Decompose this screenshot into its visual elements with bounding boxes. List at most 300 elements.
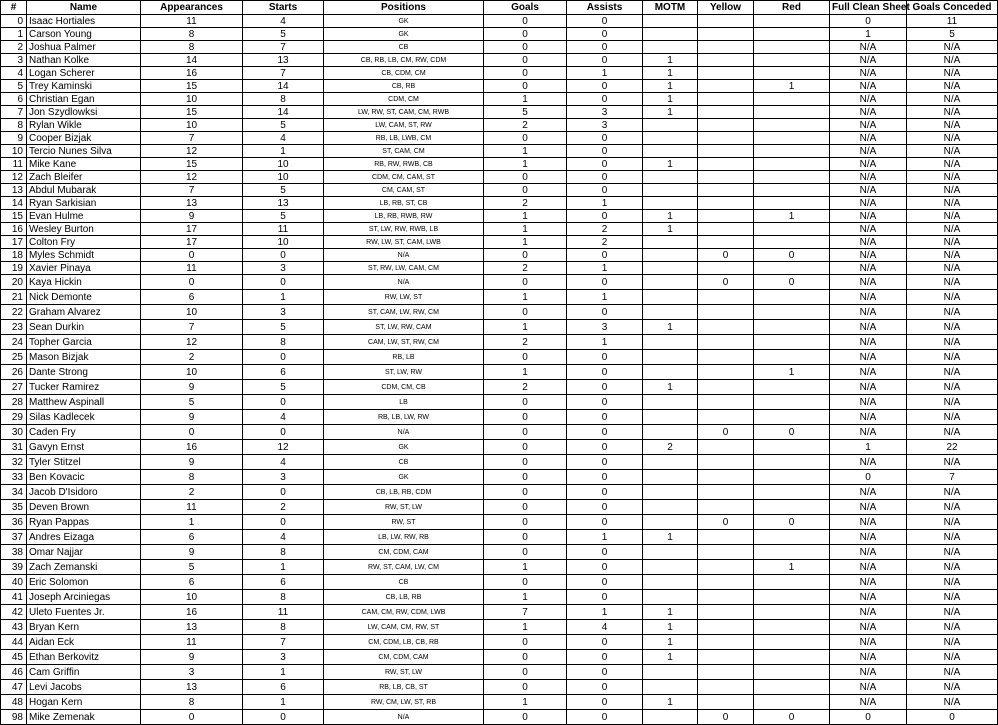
cell-motm: [643, 197, 698, 210]
cell-red: 1: [754, 560, 830, 575]
cell-starts: 0: [243, 710, 324, 725]
cell-positions: RW, ST, LW: [324, 500, 484, 515]
cell-appearances: 6: [141, 575, 243, 590]
cell-goals-conceded: N/A: [907, 635, 998, 650]
cell-goals-conceded: N/A: [907, 605, 998, 620]
cell-red: [754, 455, 830, 470]
cell-appearances: 5: [141, 560, 243, 575]
cell-full-clean-sheet: N/A: [830, 380, 907, 395]
cell-yellow: 0: [698, 515, 754, 530]
cell-positions: CM, CAM, ST: [324, 184, 484, 197]
cell-red: [754, 145, 830, 158]
cell-number: 43: [1, 620, 27, 635]
cell-goals-conceded: 11: [907, 15, 998, 28]
cell-positions: GK: [324, 15, 484, 28]
cell-assists: 3: [567, 106, 643, 119]
cell-goals-conceded: 7: [907, 470, 998, 485]
cell-number: 24: [1, 335, 27, 350]
cell-motm: 1: [643, 210, 698, 223]
cell-motm: 1: [643, 620, 698, 635]
cell-assists: 0: [567, 365, 643, 380]
cell-goals: 0: [484, 249, 567, 262]
cell-assists: 0: [567, 425, 643, 440]
cell-assists: 0: [567, 145, 643, 158]
cell-red: [754, 500, 830, 515]
cell-name: Mason Bizjak: [27, 350, 141, 365]
cell-yellow: [698, 67, 754, 80]
cell-goals-conceded: N/A: [907, 380, 998, 395]
cell-assists: 0: [567, 350, 643, 365]
cell-starts: 10: [243, 171, 324, 184]
cell-starts: 0: [243, 395, 324, 410]
cell-assists: 0: [567, 15, 643, 28]
cell-full-clean-sheet: N/A: [830, 210, 907, 223]
cell-number: 40: [1, 575, 27, 590]
table-row: [1, 197, 998, 210]
cell-yellow: [698, 470, 754, 485]
cell-goals: 1: [484, 320, 567, 335]
table-row: [1, 41, 998, 54]
cell-goals-conceded: N/A: [907, 335, 998, 350]
table-row: [1, 680, 998, 695]
cell-number: 18: [1, 249, 27, 262]
cell-motm: [643, 365, 698, 380]
cell-assists: 0: [567, 545, 643, 560]
cell-red: 0: [754, 275, 830, 290]
cell-assists: 1: [567, 605, 643, 620]
cell-motm: [643, 184, 698, 197]
table-row: [1, 635, 998, 650]
cell-name: Wesley Burton: [27, 223, 141, 236]
cell-positions: RW, ST: [324, 515, 484, 530]
cell-full-clean-sheet: N/A: [830, 605, 907, 620]
cell-positions: RW, ST, CAM, LW, CM: [324, 560, 484, 575]
cell-goals: 1: [484, 695, 567, 710]
cell-motm: [643, 485, 698, 500]
cell-red: 0: [754, 515, 830, 530]
cell-name: Ethan Berkovitz: [27, 650, 141, 665]
cell-appearances: 0: [141, 275, 243, 290]
cell-assists: 0: [567, 184, 643, 197]
cell-number: 28: [1, 395, 27, 410]
cell-goals-conceded: N/A: [907, 210, 998, 223]
cell-appearances: 11: [141, 262, 243, 275]
cell-full-clean-sheet: N/A: [830, 305, 907, 320]
table-row: [1, 171, 998, 184]
cell-name: Ben Kovacic: [27, 470, 141, 485]
cell-positions: CAM, LW, ST, RW, CM: [324, 335, 484, 350]
cell-red: [754, 184, 830, 197]
cell-motm: [643, 305, 698, 320]
cell-assists: 0: [567, 395, 643, 410]
cell-starts: 1: [243, 145, 324, 158]
table-row: [1, 350, 998, 365]
table-row: [1, 145, 998, 158]
cell-red: 1: [754, 80, 830, 93]
cell-red: [754, 15, 830, 28]
cell-starts: 4: [243, 410, 324, 425]
cell-full-clean-sheet: N/A: [830, 158, 907, 171]
cell-goals-conceded: N/A: [907, 249, 998, 262]
cell-assists: 1: [567, 197, 643, 210]
cell-appearances: 2: [141, 485, 243, 500]
cell-goals: 0: [484, 350, 567, 365]
cell-goals-conceded: N/A: [907, 545, 998, 560]
cell-assists: 1: [567, 290, 643, 305]
cell-number: 39: [1, 560, 27, 575]
cell-number: 37: [1, 530, 27, 545]
cell-full-clean-sheet: N/A: [830, 80, 907, 93]
cell-starts: 5: [243, 320, 324, 335]
cell-full-clean-sheet: N/A: [830, 665, 907, 680]
table-row: [1, 54, 998, 67]
cell-full-clean-sheet: 1: [830, 440, 907, 455]
cell-full-clean-sheet: N/A: [830, 425, 907, 440]
cell-appearances: 7: [141, 132, 243, 145]
cell-number: 11: [1, 158, 27, 171]
cell-assists: 0: [567, 710, 643, 725]
cell-appearances: 16: [141, 67, 243, 80]
cell-goals-conceded: N/A: [907, 197, 998, 210]
cell-number: 15: [1, 210, 27, 223]
cell-motm: 1: [643, 605, 698, 620]
cell-appearances: 7: [141, 320, 243, 335]
cell-number: 41: [1, 590, 27, 605]
header-name: Name: [27, 1, 141, 15]
cell-appearances: 11: [141, 635, 243, 650]
cell-positions: N/A: [324, 425, 484, 440]
cell-assists: 0: [567, 485, 643, 500]
cell-starts: 6: [243, 680, 324, 695]
cell-positions: CDM, CM, CB: [324, 380, 484, 395]
cell-positions: CM, CDM, LB, CB, RB: [324, 635, 484, 650]
cell-positions: CB: [324, 455, 484, 470]
cell-assists: 0: [567, 28, 643, 41]
cell-starts: 3: [243, 650, 324, 665]
cell-yellow: [698, 223, 754, 236]
cell-yellow: [698, 320, 754, 335]
cell-positions: RB, LB, CB, ST: [324, 680, 484, 695]
cell-appearances: 0: [141, 710, 243, 725]
cell-full-clean-sheet: N/A: [830, 184, 907, 197]
cell-name: Rylan Wikle: [27, 119, 141, 132]
cell-name: Hogan Kern: [27, 695, 141, 710]
cell-name: Ryan Sarkisian: [27, 197, 141, 210]
cell-goals: 0: [484, 80, 567, 93]
cell-appearances: 11: [141, 500, 243, 515]
cell-motm: [643, 290, 698, 305]
cell-yellow: [698, 335, 754, 350]
cell-red: [754, 67, 830, 80]
cell-goals: 0: [484, 54, 567, 67]
cell-motm: 1: [643, 380, 698, 395]
header-starts: Starts: [243, 1, 324, 15]
table-row: [1, 67, 998, 80]
cell-motm: [643, 335, 698, 350]
cell-positions: RB, LB, LWB, CM: [324, 132, 484, 145]
cell-red: 0: [754, 249, 830, 262]
cell-name: Dante Strong: [27, 365, 141, 380]
cell-starts: 5: [243, 210, 324, 223]
cell-yellow: [698, 158, 754, 171]
cell-goals-conceded: N/A: [907, 158, 998, 171]
table-row: [1, 515, 998, 530]
cell-motm: [643, 275, 698, 290]
cell-positions: CM, CDM, CAM: [324, 650, 484, 665]
cell-yellow: [698, 665, 754, 680]
cell-positions: GK: [324, 470, 484, 485]
cell-name: Carson Young: [27, 28, 141, 41]
cell-starts: 0: [243, 425, 324, 440]
cell-assists: 0: [567, 54, 643, 67]
cell-red: [754, 440, 830, 455]
cell-motm: [643, 665, 698, 680]
cell-full-clean-sheet: N/A: [830, 620, 907, 635]
cell-positions: CB: [324, 41, 484, 54]
cell-red: [754, 620, 830, 635]
cell-yellow: [698, 210, 754, 223]
cell-starts: 7: [243, 41, 324, 54]
cell-appearances: 12: [141, 171, 243, 184]
cell-positions: N/A: [324, 710, 484, 725]
cell-starts: 7: [243, 67, 324, 80]
cell-goals-conceded: N/A: [907, 350, 998, 365]
table-row: [1, 545, 998, 560]
cell-full-clean-sheet: N/A: [830, 590, 907, 605]
cell-goals: 1: [484, 290, 567, 305]
cell-assists: 0: [567, 158, 643, 171]
cell-appearances: 5: [141, 395, 243, 410]
cell-number: 36: [1, 515, 27, 530]
cell-goals-conceded: N/A: [907, 410, 998, 425]
cell-yellow: [698, 590, 754, 605]
table-row: [1, 590, 998, 605]
cell-full-clean-sheet: N/A: [830, 545, 907, 560]
cell-starts: 1: [243, 290, 324, 305]
cell-goals-conceded: N/A: [907, 305, 998, 320]
cell-full-clean-sheet: N/A: [830, 262, 907, 275]
cell-positions: RW, LW, ST: [324, 290, 484, 305]
cell-name: Zach Zemanski: [27, 560, 141, 575]
cell-assists: 0: [567, 275, 643, 290]
cell-goals: 0: [484, 665, 567, 680]
cell-positions: CAM, CM, RW, CDM, LWB: [324, 605, 484, 620]
cell-assists: 0: [567, 305, 643, 320]
cell-full-clean-sheet: N/A: [830, 350, 907, 365]
cell-goals-conceded: N/A: [907, 184, 998, 197]
cell-yellow: [698, 455, 754, 470]
cell-goals: 2: [484, 119, 567, 132]
cell-motm: [643, 132, 698, 145]
cell-goals: 2: [484, 335, 567, 350]
cell-positions: CB, RB, LB, CM, RW, CDM: [324, 54, 484, 67]
cell-assists: 0: [567, 590, 643, 605]
cell-positions: GK: [324, 28, 484, 41]
cell-goals-conceded: N/A: [907, 425, 998, 440]
cell-name: Joseph Arciniegas: [27, 590, 141, 605]
cell-name: Topher Garcia: [27, 335, 141, 350]
cell-appearances: 7: [141, 184, 243, 197]
cell-starts: 3: [243, 470, 324, 485]
cell-goals-conceded: N/A: [907, 500, 998, 515]
cell-motm: [643, 350, 698, 365]
cell-goals: 1: [484, 590, 567, 605]
cell-goals: 1: [484, 620, 567, 635]
cell-number: 26: [1, 365, 27, 380]
cell-red: 1: [754, 210, 830, 223]
table-row: [1, 305, 998, 320]
cell-red: [754, 605, 830, 620]
cell-red: [754, 650, 830, 665]
table-row: [1, 28, 998, 41]
cell-positions: GK: [324, 440, 484, 455]
cell-appearances: 9: [141, 410, 243, 425]
cell-motm: [643, 515, 698, 530]
cell-number: 5: [1, 80, 27, 93]
cell-name: Cooper Bizjak: [27, 132, 141, 145]
cell-goals-conceded: N/A: [907, 665, 998, 680]
cell-full-clean-sheet: N/A: [830, 275, 907, 290]
cell-motm: 2: [643, 440, 698, 455]
cell-appearances: 14: [141, 54, 243, 67]
cell-number: 27: [1, 380, 27, 395]
cell-motm: [643, 455, 698, 470]
cell-starts: 0: [243, 249, 324, 262]
cell-goals: 1: [484, 210, 567, 223]
cell-appearances: 3: [141, 665, 243, 680]
cell-starts: 4: [243, 455, 324, 470]
cell-assists: 2: [567, 223, 643, 236]
cell-red: [754, 132, 830, 145]
cell-name: Jacob D'Isidoro: [27, 485, 141, 500]
cell-starts: 7: [243, 635, 324, 650]
cell-yellow: [698, 605, 754, 620]
cell-goals-conceded: N/A: [907, 236, 998, 249]
cell-red: 1: [754, 365, 830, 380]
cell-full-clean-sheet: 1: [830, 28, 907, 41]
header-goals: Goals: [484, 1, 567, 15]
cell-goals-conceded: N/A: [907, 145, 998, 158]
cell-positions: CB, LB, RB, CDM: [324, 485, 484, 500]
cell-number: 44: [1, 635, 27, 650]
cell-starts: 8: [243, 93, 324, 106]
cell-full-clean-sheet: N/A: [830, 223, 907, 236]
cell-positions: RW, LW, ST, CAM, LWB: [324, 236, 484, 249]
cell-motm: [643, 560, 698, 575]
cell-full-clean-sheet: N/A: [830, 560, 907, 575]
cell-number: 47: [1, 680, 27, 695]
table-row: [1, 320, 998, 335]
cell-assists: 0: [567, 695, 643, 710]
cell-motm: [643, 236, 698, 249]
cell-goals-conceded: N/A: [907, 119, 998, 132]
cell-number: 4: [1, 67, 27, 80]
cell-red: [754, 410, 830, 425]
cell-positions: CM, CDM, CAM: [324, 545, 484, 560]
cell-goals: 0: [484, 635, 567, 650]
cell-motm: [643, 249, 698, 262]
cell-full-clean-sheet: N/A: [830, 171, 907, 184]
cell-assists: 1: [567, 530, 643, 545]
cell-name: Evan Hulme: [27, 210, 141, 223]
cell-positions: N/A: [324, 275, 484, 290]
cell-red: [754, 470, 830, 485]
cell-full-clean-sheet: N/A: [830, 650, 907, 665]
table-row: [1, 106, 998, 119]
header-appearances: Appearances: [141, 1, 243, 15]
cell-goals: 0: [484, 395, 567, 410]
cell-goals-conceded: N/A: [907, 560, 998, 575]
cell-red: [754, 28, 830, 41]
table-row: [1, 80, 998, 93]
cell-number: 10: [1, 145, 27, 158]
cell-appearances: 9: [141, 650, 243, 665]
cell-appearances: 9: [141, 210, 243, 223]
cell-red: 0: [754, 425, 830, 440]
cell-full-clean-sheet: N/A: [830, 635, 907, 650]
cell-yellow: 0: [698, 275, 754, 290]
cell-goals: 0: [484, 500, 567, 515]
cell-goals-conceded: N/A: [907, 365, 998, 380]
cell-name: Myles Schmidt: [27, 249, 141, 262]
cell-name: Abdul Mubarak: [27, 184, 141, 197]
cell-yellow: [698, 290, 754, 305]
table-row: [1, 605, 998, 620]
table-body: [1, 15, 998, 725]
cell-starts: 0: [243, 275, 324, 290]
cell-motm: [643, 470, 698, 485]
header-positions: Positions: [324, 1, 484, 15]
cell-positions: ST, CAM, CM: [324, 145, 484, 158]
cell-name: Graham Alvarez: [27, 305, 141, 320]
cell-appearances: 9: [141, 455, 243, 470]
cell-yellow: [698, 54, 754, 67]
table-row: [1, 425, 998, 440]
header-yellow: Yellow: [698, 1, 754, 15]
cell-number: 30: [1, 425, 27, 440]
cell-starts: 11: [243, 223, 324, 236]
cell-goals: 0: [484, 650, 567, 665]
cell-positions: ST, LW, RW, CAM: [324, 320, 484, 335]
table-row: [1, 470, 998, 485]
cell-starts: 3: [243, 305, 324, 320]
cell-number: 21: [1, 290, 27, 305]
cell-name: Trey Kaminski: [27, 80, 141, 93]
cell-red: [754, 590, 830, 605]
cell-red: [754, 197, 830, 210]
cell-goals: 0: [484, 485, 567, 500]
cell-starts: 1: [243, 665, 324, 680]
cell-red: [754, 485, 830, 500]
cell-appearances: 9: [141, 380, 243, 395]
cell-yellow: [698, 500, 754, 515]
cell-yellow: [698, 560, 754, 575]
cell-positions: CDM, CM: [324, 93, 484, 106]
cell-number: 34: [1, 485, 27, 500]
cell-name: Eric Solomon: [27, 575, 141, 590]
cell-assists: 0: [567, 440, 643, 455]
cell-full-clean-sheet: N/A: [830, 119, 907, 132]
cell-goals-conceded: N/A: [907, 590, 998, 605]
table-row: [1, 650, 998, 665]
cell-name: Zach Bleifer: [27, 171, 141, 184]
cell-red: [754, 530, 830, 545]
cell-motm: [643, 15, 698, 28]
header-full-clean-sheet: Full Clean Sheet: [830, 1, 907, 15]
cell-number: 1: [1, 28, 27, 41]
cell-starts: 0: [243, 350, 324, 365]
cell-full-clean-sheet: N/A: [830, 197, 907, 210]
